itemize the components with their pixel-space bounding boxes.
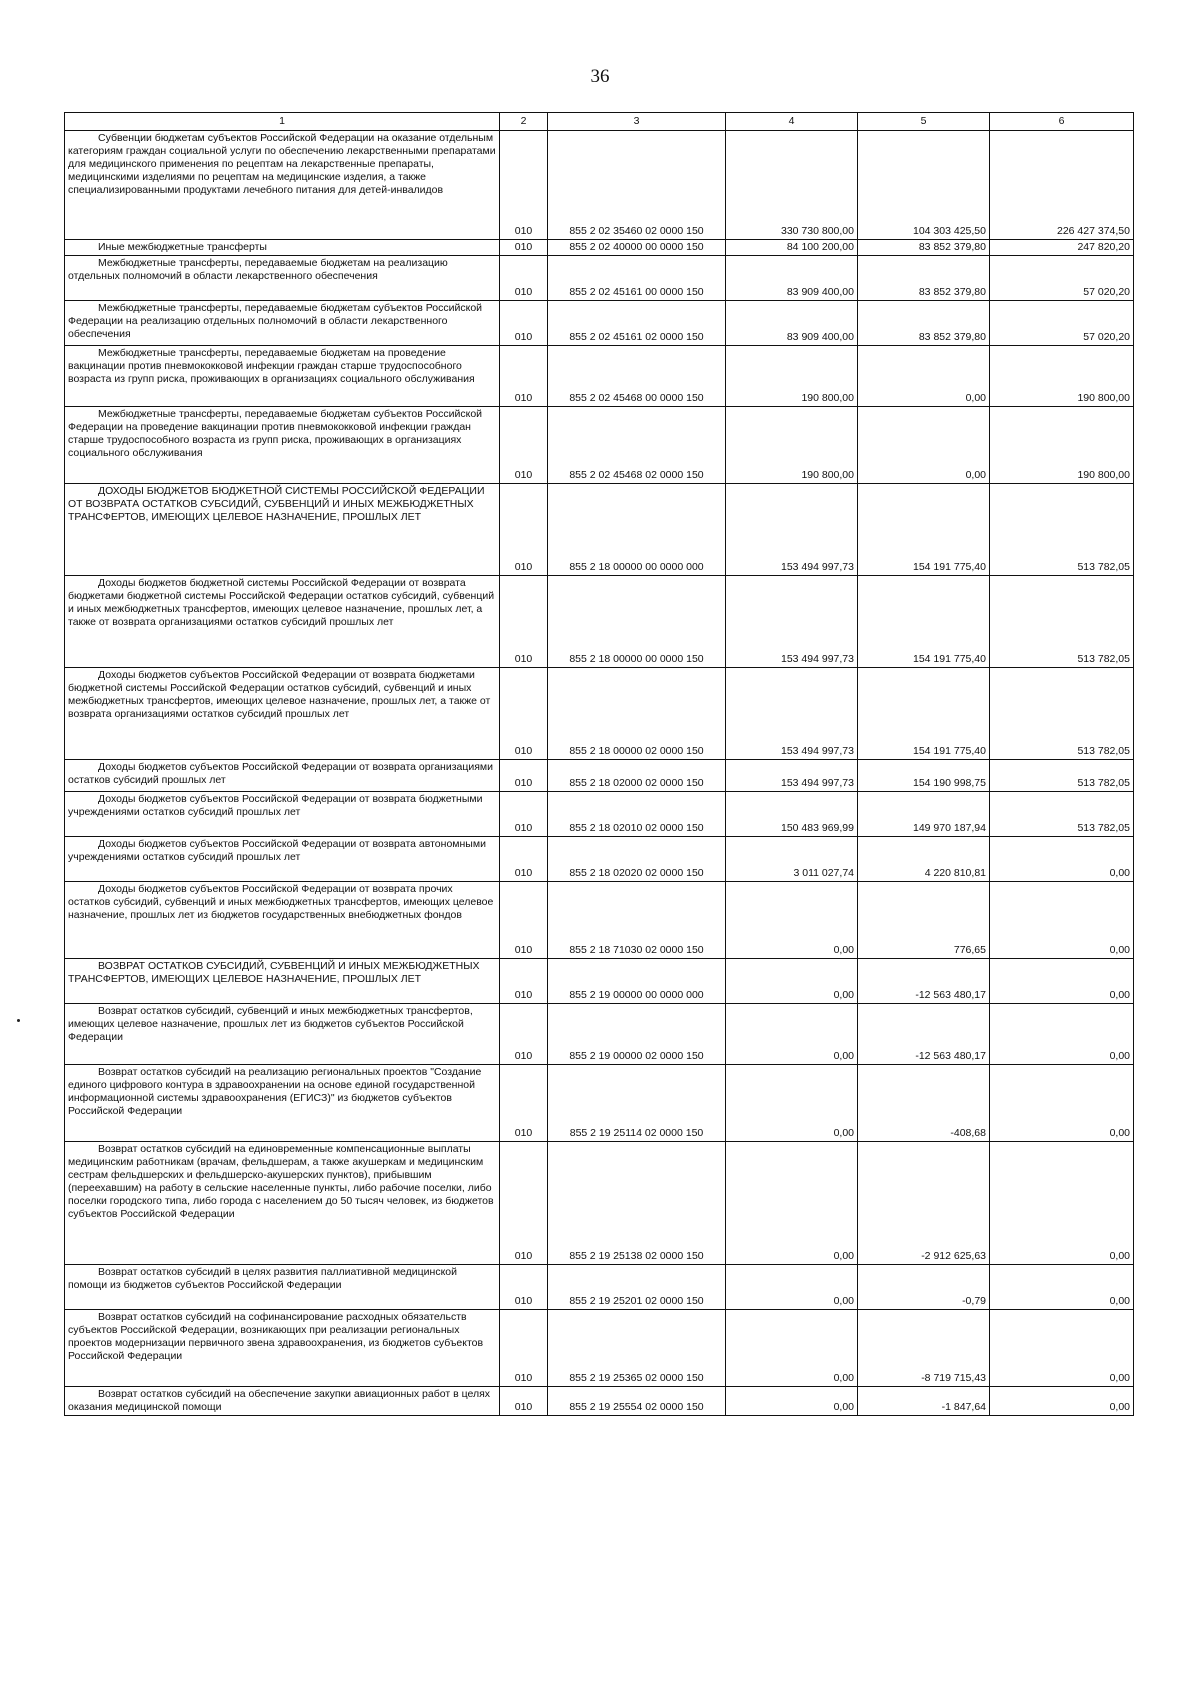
row-kbk-cell: 855 2 18 71030 02 0000 150	[548, 882, 726, 959]
row-fact-cell: -2 912 625,63	[858, 1142, 990, 1265]
row-name-cell	[65, 1265, 500, 1310]
row-name-text: Доходы бюджетов субъектов Российской Федерации от возврата организациями остатков субсидий прошлых лет	[68, 761, 494, 786]
row-fact-cell: 776,65	[858, 882, 990, 959]
row-rest-cell: 0,00	[990, 1387, 1134, 1416]
row-rest-cell: 0,00	[990, 959, 1134, 1004]
row-kbk-cell: 855 2 18 00000 00 0000 000	[548, 484, 726, 576]
row-code-cell: 010	[500, 576, 548, 668]
row-rest-cell: 57 020,20	[990, 301, 1134, 346]
table-row	[65, 240, 1134, 256]
row-name-text: Доходы бюджетов бюджетной системы Российской Федерации от возврата бюджетами бюджетной системы Российской Федерации остатков субсидий, субвенций и иных межбюджетных трансфертов, имеющих целевое назначение, прошлых лет, а также от возврата организациями остатков субсидий прошлых лет	[68, 577, 495, 628]
row-name-cell	[65, 882, 500, 959]
row-code-cell: 010	[500, 1004, 548, 1065]
column-header: 2	[500, 113, 548, 131]
row-name-cell	[65, 346, 500, 407]
row-name-text: Возврат остатков субсидий на реализацию региональных проектов "Создание единого цифрового контура в здравоохранении на основе единой государственной информационной системы здравоохранения (ЕГИСЗ)" из бюджетов субъектов Российской Федерации	[68, 1066, 482, 1117]
row-name-cell	[65, 576, 500, 668]
row-plan-cell: 3 011 027,74	[726, 837, 858, 882]
row-fact-cell: 154 191 775,40	[858, 668, 990, 760]
row-code-cell: 010	[500, 1265, 548, 1310]
row-name-cell	[65, 240, 500, 256]
row-rest-cell: 0,00	[990, 1310, 1134, 1387]
row-code-cell: 010	[500, 256, 548, 301]
row-rest-cell: 57 020,20	[990, 256, 1134, 301]
row-kbk-cell: 855 2 02 40000 00 0000 150	[548, 240, 726, 256]
row-name-cell	[65, 131, 500, 240]
row-fact-cell: 83 852 379,80	[858, 256, 990, 301]
table-row	[65, 792, 1134, 837]
row-kbk-cell: 855 2 19 25554 02 0000 150	[548, 1387, 726, 1416]
table-row	[65, 882, 1134, 959]
row-plan-cell: 84 100 200,00	[726, 240, 858, 256]
row-code-cell: 010	[500, 1142, 548, 1265]
row-fact-cell: -12 563 480,17	[858, 1004, 990, 1065]
row-code-cell: 010	[500, 1387, 548, 1416]
row-rest-cell: 226 427 374,50	[990, 131, 1134, 240]
row-code-cell: 010	[500, 301, 548, 346]
table-row	[65, 1065, 1134, 1142]
row-kbk-cell: 855 2 19 00000 02 0000 150	[548, 1004, 726, 1065]
row-rest-cell: 0,00	[990, 1065, 1134, 1142]
row-name-text: Межбюджетные трансферты, передаваемые бюджетам на проведение вакцинации против пневмококковой инфекции граждан старше трудоспособного возраста из групп риска, проживающих в организациях социального обслуживания	[68, 347, 475, 385]
table-row	[65, 1142, 1134, 1265]
row-name-text: Возврат остатков субсидий на единовременные компенсационные выплаты медицинским работникам (врачам, фельдшерам, а также акушеркам и медицинским сестрам фельдшерских и фельдшерско-акушерских пунктов), прибывшим (переехавшим) на работу в сельские населенные пункты, либо рабочие поселки, либо поселки городского типа, либо города с населением до 50 тысяч человек, из бюджетов субъектов Российской Федерации	[68, 1143, 494, 1220]
row-name-text: Возврат остатков субсидий на обеспечение закупки авиационных работ в целях оказания медицинской помощи	[68, 1388, 491, 1413]
row-name-cell	[65, 668, 500, 760]
row-kbk-cell: 855 2 18 00000 00 0000 150	[548, 576, 726, 668]
row-code-cell: 010	[500, 837, 548, 882]
row-plan-cell: 153 494 997,73	[726, 668, 858, 760]
row-kbk-cell: 855 2 02 45468 02 0000 150	[548, 407, 726, 484]
row-name-text: Доходы бюджетов субъектов Российской Федерации от возврата бюджетами бюджетной системы Российской Федерации остатков субсидий, субвенций и иных межбюджетных трансфертов, имеющих целевое назначение, прошлых лет, а также от возврата организациями остатков субсидий прошлых лет	[68, 669, 491, 720]
table-row	[65, 668, 1134, 760]
row-name-text: Субвенции бюджетам субъектов Российской Федерации на оказание отдельным категориям граждан социальной услуги по обеспечению лекарственными препаратами для медицинского применения по рецептам на лекарственные препараты, медицинскими изделиями по рецептам на медицинские изделия, а также специализированными продуктами лечебного питания для детей-инвалидов	[68, 132, 496, 196]
scan-speck	[17, 1019, 20, 1022]
row-plan-cell: 190 800,00	[726, 346, 858, 407]
table-row	[65, 1265, 1134, 1310]
row-plan-cell: 150 483 969,99	[726, 792, 858, 837]
row-kbk-cell: 855 2 19 25365 02 0000 150	[548, 1310, 726, 1387]
row-plan-cell: 153 494 997,73	[726, 576, 858, 668]
row-code-cell: 010	[500, 131, 548, 240]
row-fact-cell: -8 719 715,43	[858, 1310, 990, 1387]
row-fact-cell: 83 852 379,80	[858, 240, 990, 256]
row-name-text: Межбюджетные трансферты, передаваемые бюджетам на реализацию отдельных полномочий в области лекарственного обеспечения	[68, 257, 448, 282]
row-name-text: Доходы бюджетов субъектов Российской Федерации от возврата бюджетными учреждениями остатков субсидий прошлых лет	[68, 793, 483, 818]
row-rest-cell: 0,00	[990, 837, 1134, 882]
row-name-text: Иные межбюджетные трансферты	[98, 241, 267, 253]
table-row	[65, 837, 1134, 882]
row-kbk-cell: 855 2 02 45468 00 0000 150	[548, 346, 726, 407]
row-name-text: Возврат остатков субсидий, субвенций и иных межбюджетных трансфертов, имеющих целевое назначение, прошлых лет из бюджетов субъектов Российской Федерации	[68, 1005, 473, 1043]
row-plan-cell: 0,00	[726, 1387, 858, 1416]
row-name-text: Межбюджетные трансферты, передаваемые бюджетам субъектов Российской Федерации на проведение вакцинации против пневмококковой инфекции граждан старше трудоспособного возраста из групп риска, проживающих в организациях социального обслуживания	[68, 408, 483, 459]
row-fact-cell: 104 303 425,50	[858, 131, 990, 240]
row-name-text: ДОХОДЫ БЮДЖЕТОВ БЮДЖЕТНОЙ СИСТЕМЫ РОССИЙСКОЙ ФЕДЕРАЦИИ ОТ ВОЗВРАТА ОСТАТКОВ СУБСИДИЙ, СУБВЕНЦИЙ И ИНЫХ МЕЖБЮДЖЕТНЫХ ТРАНСФЕРТОВ, ИМЕЮЩИХ ЦЕЛЕВОЕ НАЗНАЧЕНИЕ, ПРОШЛЫХ ЛЕТ	[68, 485, 485, 523]
column-header: 1	[65, 113, 500, 131]
row-name-text: Возврат остатков субсидий на софинансирование расходных обязательств субъектов Российской Федерации, возникающих при реализации региональных проектов модернизации первичного звена здравоохранения, из бюджетов субъектов Российской Федерации	[68, 1311, 484, 1362]
row-kbk-cell: 855 2 19 25114 02 0000 150	[548, 1065, 726, 1142]
row-code-cell: 010	[500, 668, 548, 760]
row-plan-cell: 0,00	[726, 1310, 858, 1387]
row-code-cell: 010	[500, 1310, 548, 1387]
row-kbk-cell: 855 2 02 45161 00 0000 150	[548, 256, 726, 301]
row-kbk-cell: 855 2 18 00000 02 0000 150	[548, 668, 726, 760]
row-plan-cell: 0,00	[726, 1142, 858, 1265]
table-row	[65, 256, 1134, 301]
row-plan-cell: 0,00	[726, 1065, 858, 1142]
row-kbk-cell: 855 2 19 25201 02 0000 150	[548, 1265, 726, 1310]
row-name-cell	[65, 484, 500, 576]
row-code-cell: 010	[500, 407, 548, 484]
row-code-cell: 010	[500, 760, 548, 792]
column-header: 4	[726, 113, 858, 131]
row-fact-cell: 154 191 775,40	[858, 484, 990, 576]
row-code-cell: 010	[500, 346, 548, 407]
row-rest-cell: 513 782,05	[990, 792, 1134, 837]
row-name-cell	[65, 837, 500, 882]
row-rest-cell: 0,00	[990, 1142, 1134, 1265]
row-plan-cell: 153 494 997,73	[726, 760, 858, 792]
row-name-text: ВОЗВРАТ ОСТАТКОВ СУБСИДИЙ, СУБВЕНЦИЙ И ИНЫХ МЕЖБЮДЖЕТНЫХ ТРАНСФЕРТОВ, ИМЕЮЩИХ ЦЕЛЕВОЕ НАЗНАЧЕНИЕ, ПРОШЛЫХ ЛЕТ	[68, 960, 480, 985]
table-row	[65, 346, 1134, 407]
table-row	[65, 484, 1134, 576]
row-name-cell	[65, 959, 500, 1004]
row-plan-cell: 0,00	[726, 1265, 858, 1310]
row-fact-cell: -0,79	[858, 1265, 990, 1310]
column-header: 6	[990, 113, 1134, 131]
row-name-cell	[65, 792, 500, 837]
row-fact-cell: 154 190 998,75	[858, 760, 990, 792]
row-name-cell	[65, 1065, 500, 1142]
column-header: 5	[858, 113, 990, 131]
row-kbk-cell: 855 2 02 35460 02 0000 150	[548, 131, 726, 240]
row-name-cell	[65, 1004, 500, 1065]
row-rest-cell: 513 782,05	[990, 668, 1134, 760]
row-fact-cell: 154 191 775,40	[858, 576, 990, 668]
row-code-cell: 010	[500, 959, 548, 1004]
row-code-cell: 010	[500, 882, 548, 959]
row-rest-cell: 190 800,00	[990, 346, 1134, 407]
column-number-row	[65, 113, 1134, 131]
row-code-cell: 010	[500, 240, 548, 256]
row-kbk-cell: 855 2 02 45161 02 0000 150	[548, 301, 726, 346]
row-kbk-cell: 855 2 18 02000 02 0000 150	[548, 760, 726, 792]
row-plan-cell: 83 909 400,00	[726, 301, 858, 346]
row-plan-cell: 0,00	[726, 882, 858, 959]
table-row	[65, 131, 1134, 240]
row-code-cell: 010	[500, 1065, 548, 1142]
table-row	[65, 760, 1134, 792]
row-plan-cell: 190 800,00	[726, 407, 858, 484]
row-fact-cell: -408,68	[858, 1065, 990, 1142]
row-kbk-cell: 855 2 19 25138 02 0000 150	[548, 1142, 726, 1265]
table-row	[65, 1310, 1134, 1387]
table-row	[65, 1387, 1134, 1416]
row-name-cell	[65, 1387, 500, 1416]
row-kbk-cell: 855 2 19 00000 00 0000 000	[548, 959, 726, 1004]
table-row	[65, 959, 1134, 1004]
row-plan-cell: 153 494 997,73	[726, 484, 858, 576]
row-rest-cell: 0,00	[990, 1004, 1134, 1065]
row-rest-cell: 0,00	[990, 882, 1134, 959]
row-name-cell	[65, 1310, 500, 1387]
row-fact-cell: -12 563 480,17	[858, 959, 990, 1004]
row-rest-cell: 0,00	[990, 1265, 1134, 1310]
table-row	[65, 576, 1134, 668]
table-row	[65, 301, 1134, 346]
row-name-cell	[65, 407, 500, 484]
row-name-cell	[65, 301, 500, 346]
row-fact-cell: 0,00	[858, 407, 990, 484]
row-code-cell: 010	[500, 792, 548, 837]
row-plan-cell: 83 909 400,00	[726, 256, 858, 301]
row-fact-cell: 0,00	[858, 346, 990, 407]
row-rest-cell: 513 782,05	[990, 760, 1134, 792]
row-rest-cell: 513 782,05	[990, 484, 1134, 576]
table-row	[65, 407, 1134, 484]
row-name-cell	[65, 1142, 500, 1265]
row-fact-cell: -1 847,64	[858, 1387, 990, 1416]
row-name-text: Межбюджетные трансферты, передаваемые бюджетам субъектов Российской Федерации на реализацию отдельных полномочий в области лекарственного обеспечения	[68, 302, 483, 340]
row-fact-cell: 83 852 379,80	[858, 301, 990, 346]
row-rest-cell: 513 782,05	[990, 576, 1134, 668]
table-row	[65, 1004, 1134, 1065]
budget-table	[64, 112, 1134, 1416]
row-kbk-cell: 855 2 18 02010 02 0000 150	[548, 792, 726, 837]
row-name-text: Возврат остатков субсидий в целях развития паллиативной медицинской помощи из бюджетов субъектов Российской Федерации	[68, 1266, 457, 1291]
row-code-cell: 010	[500, 484, 548, 576]
row-rest-cell: 190 800,00	[990, 407, 1134, 484]
column-header: 3	[548, 113, 726, 131]
row-name-text: Доходы бюджетов субъектов Российской Федерации от возврата прочих остатков субсидий, субвенций и иных межбюджетных трансфертов, имеющих целевое назначение, прошлых лет из бюджетов государственных внебюджетных фондов	[68, 883, 494, 921]
row-kbk-cell: 855 2 18 02020 02 0000 150	[548, 837, 726, 882]
row-name-text: Доходы бюджетов субъектов Российской Федерации от возврата автономными учреждениями остатков субсидий прошлых лет	[68, 838, 486, 863]
row-fact-cell: 149 970 187,94	[858, 792, 990, 837]
row-name-cell	[65, 760, 500, 792]
row-plan-cell: 0,00	[726, 1004, 858, 1065]
page-number: 36	[590, 66, 610, 87]
row-rest-cell: 247 820,20	[990, 240, 1134, 256]
row-fact-cell: 4 220 810,81	[858, 837, 990, 882]
row-plan-cell: 0,00	[726, 959, 858, 1004]
row-name-cell	[65, 256, 500, 301]
row-plan-cell: 330 730 800,00	[726, 131, 858, 240]
